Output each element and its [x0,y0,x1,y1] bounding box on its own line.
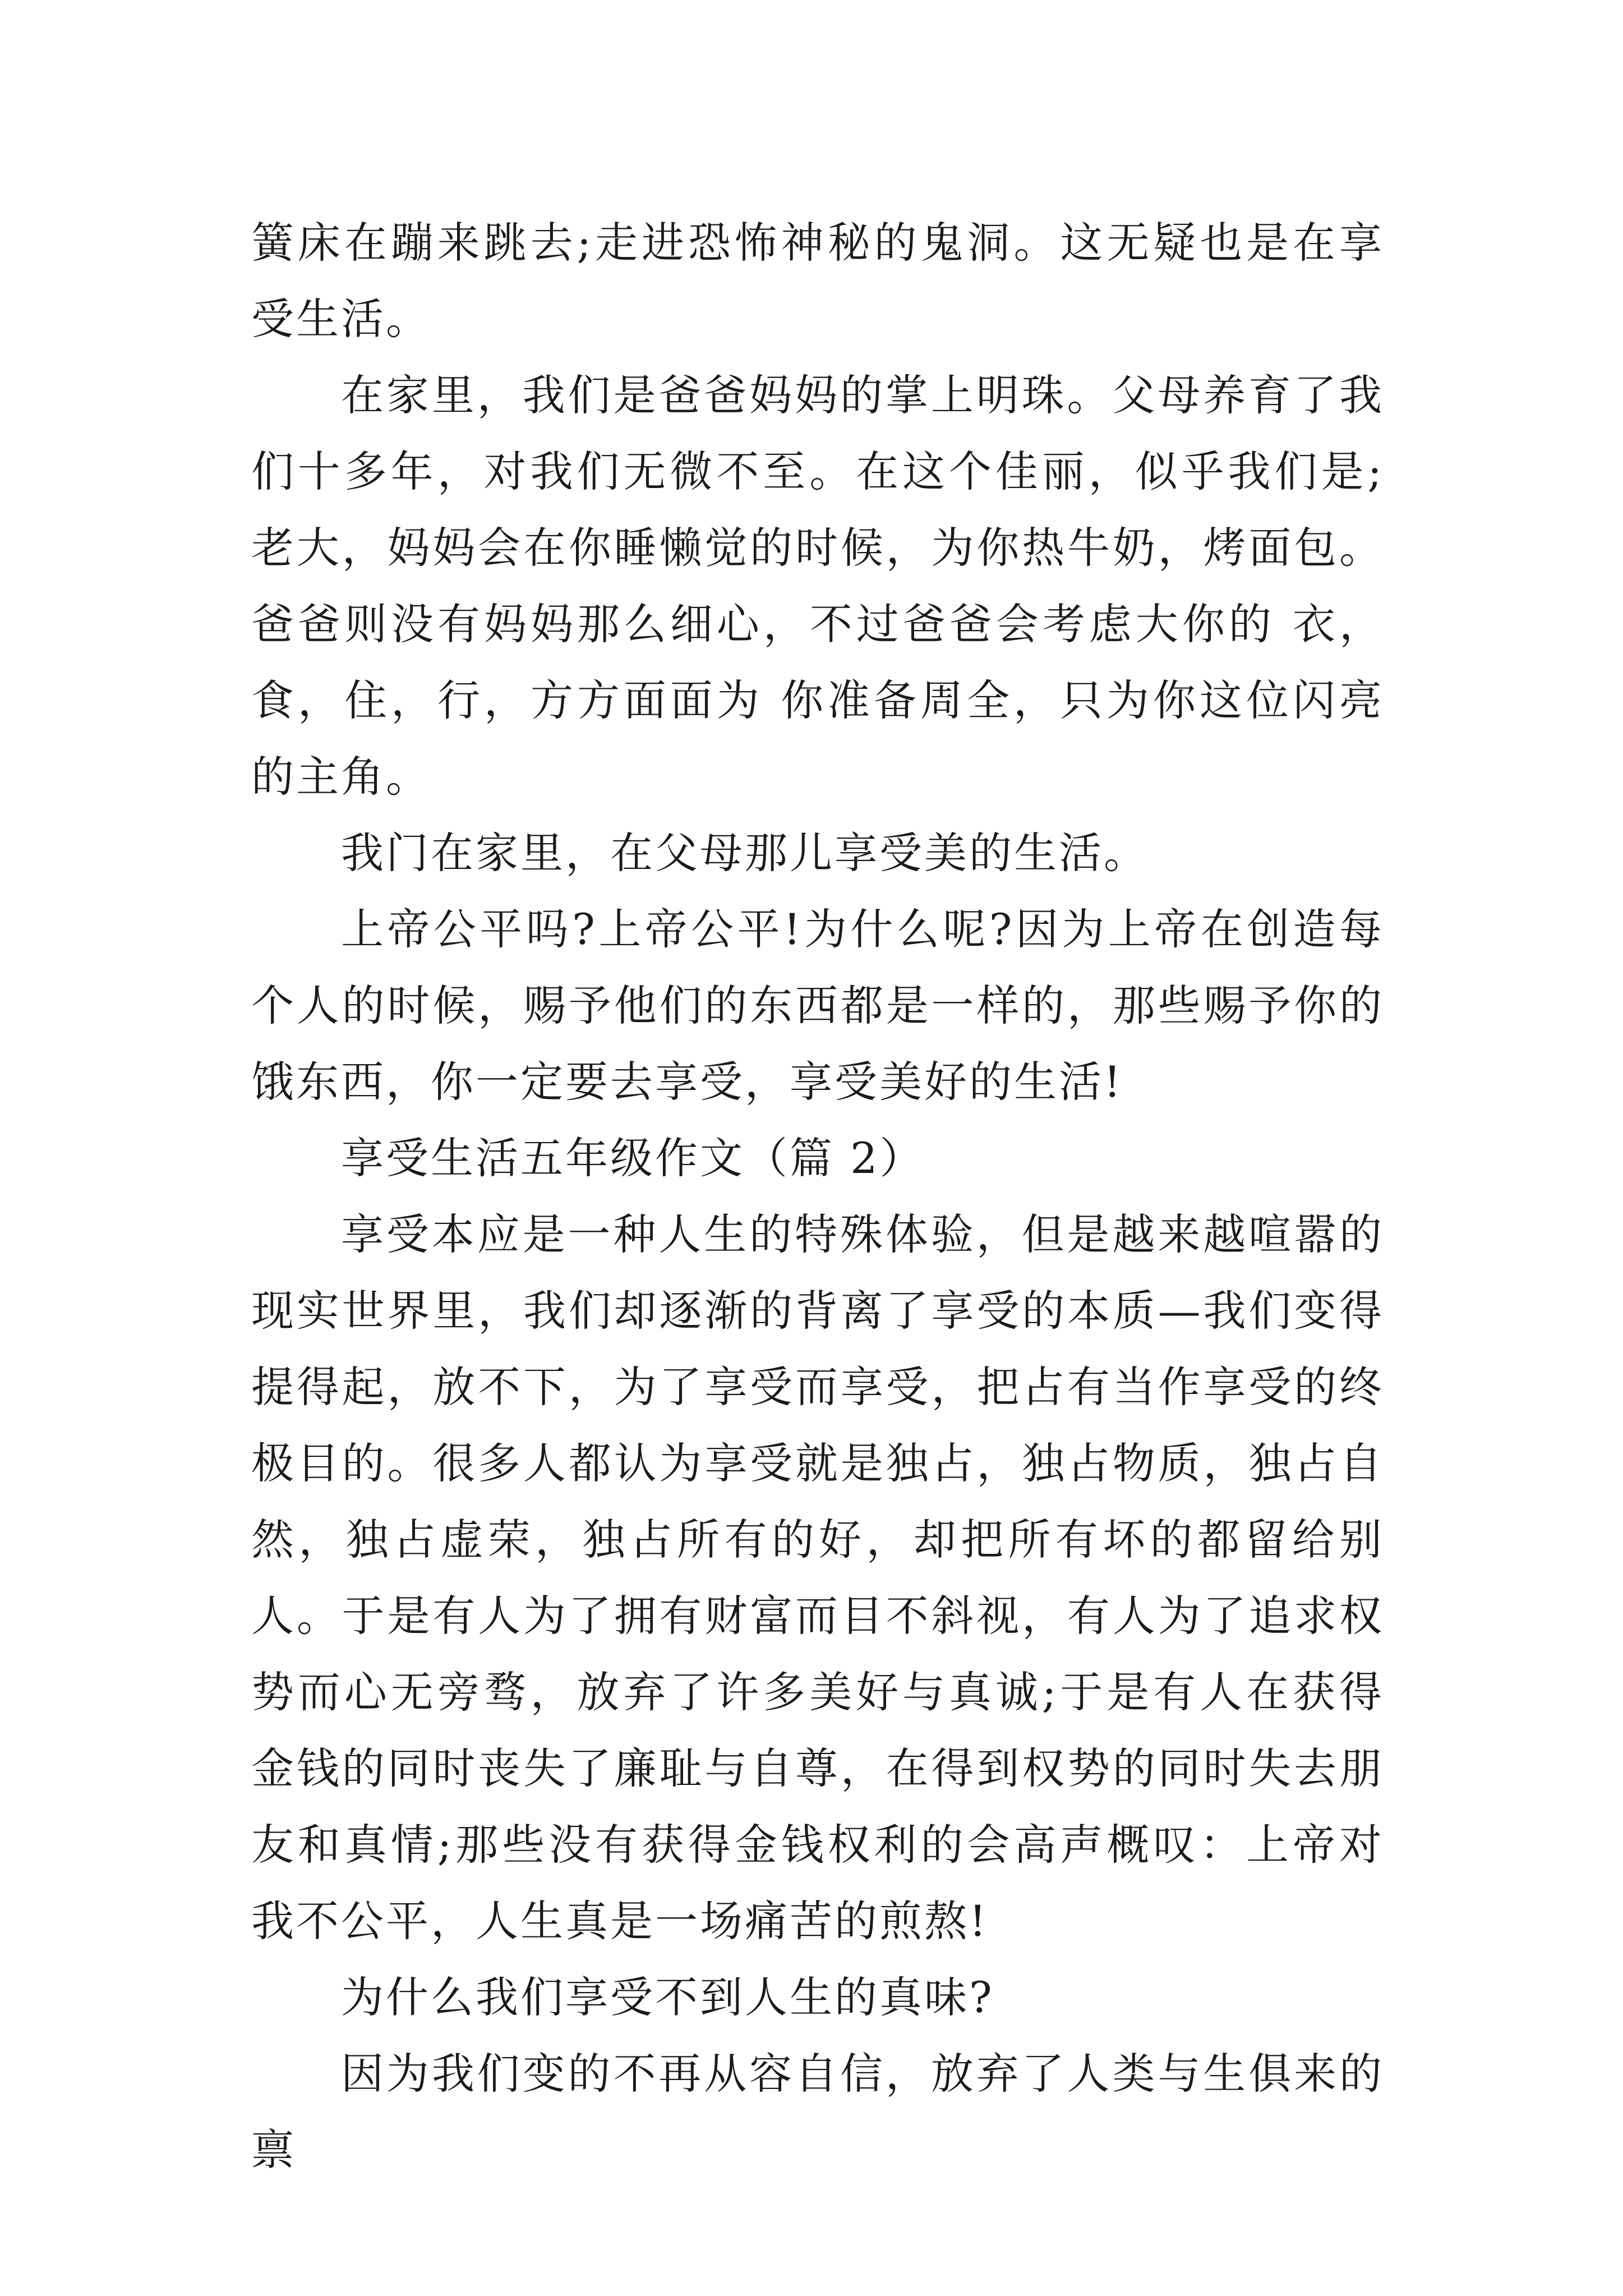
paragraph-question: 为什么我们享受不到人生的真味? [341,1972,994,2022]
paragraph-enjoyment-essence: 享受本应是一种人生的特殊体验，但是越来越喧嚣的现实世界里，我们却逐渐的背离了享受的本质—我们变得提得起，放不下，为了享受而享受，把占有当作享受的终极目的。很多人都认为享受就是独占，独占物质，独占自然，独占虚荣，独占所有的好，却把所有坏的都留给别人。于是有人为了拥有财富而目不斜视，有人为了追求权势而心无旁骛，放弃了许多美好与真诚;于是有人在获得金钱的同时丧失了廉耻与自尊，在得到权势的同时失去朋友和真情;那些没有获得金钱权利的会高声概叹：上帝对我不公平，人生真是一场痛苦的煎熬! [251,1209,1384,1946]
paragraph-enjoy-at-home: 我门在家里，在父母那儿享受美的生活。 [341,828,1149,878]
paragraph-home-life: 在家里，我们是爸爸妈妈的掌上明珠。父母养育了我们十多年，对我们无微不至。在这个佳丽，似乎我们是;老大，妈妈会在你睡懒觉的时候，为你热牛奶，烤面包。爸爸则没有妈妈那么细心，不过爸爸会考虑大你的 衣，食，住，行，方方面面为 你准备周全，只为你这位闪亮的主角。 [251,370,1384,802]
document-body [251,205,1384,2188]
essay-heading: 享受生活五年级作文（篇 2） [341,1133,925,1183]
paragraph-god-fair: 上帝公平吗?上帝公平!为什么呢?因为上帝在创造每个人的时候，赐予他们的东西都是一样的，那些赐予你的饿东西，你一定要去享受，享受美好的生活! [251,904,1384,1107]
paragraph-continuation: 簧床在蹦来跳去;走进恐怖神秘的鬼洞。这无疑也是在享受生活。 [251,218,1384,344]
paragraph-answer: 因为我们变的不再从容自信，放弃了人类与生俱来的禀 [251,2049,1384,2175]
